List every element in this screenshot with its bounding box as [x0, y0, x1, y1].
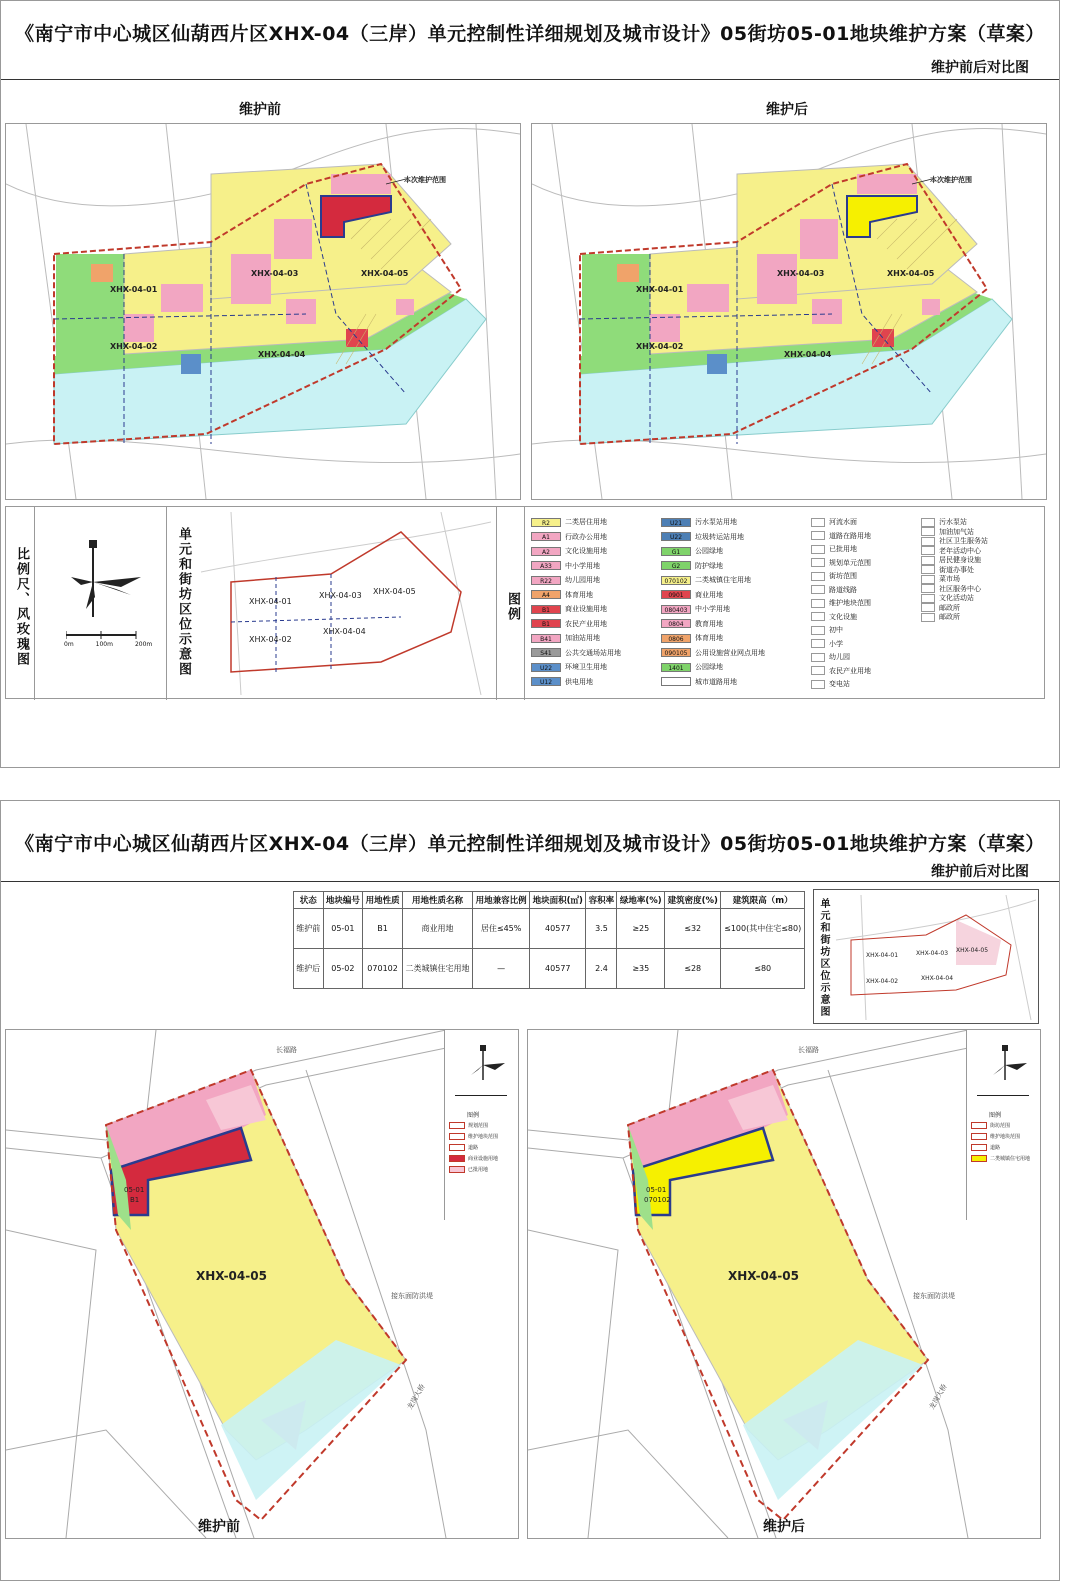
table-cell: — — [473, 949, 530, 989]
plot-code-after: 070102 — [644, 1196, 671, 1204]
label-xhx0405-after: XHX-04-05 — [887, 269, 935, 278]
label-xhx0405: XHX-04-05 — [361, 269, 409, 278]
legend-item: 社区卫生服务站 — [921, 536, 988, 546]
table-header-cell: 地块面积(㎡) — [530, 892, 586, 909]
detail-legend-after — [966, 1030, 1040, 1220]
legend-item: S41 公共交通场站用地 — [531, 648, 621, 658]
legend-item: 农民产业用地 — [811, 666, 871, 676]
legend-item: A33 中小学用地 — [531, 561, 600, 571]
legend-item: 居民健身设施 — [921, 555, 981, 565]
table-row — [294, 909, 805, 949]
legend-item: 初中 — [811, 625, 843, 635]
legend-item: 070102 二类城镇住宅用地 — [661, 575, 751, 585]
legend-title: 图例 — [505, 592, 520, 622]
legend-item: 街坊范围 — [811, 571, 857, 581]
comparison-sheet-1 — [0, 0, 1060, 768]
detail-map-before — [5, 1029, 519, 1539]
legend-item: 路道线路 — [811, 585, 857, 595]
legend-item: R2 二类居住用地 — [531, 517, 607, 527]
panel-label-after: 维护后 — [766, 102, 808, 118]
detail-legend-title-before: 图例 — [467, 1112, 480, 1119]
legend-item: U21 污水泵站用地 — [661, 517, 737, 527]
table-header-cell: 容积率 — [586, 892, 617, 909]
legend-item: 幼儿园 — [811, 652, 850, 662]
svg-text:XHX-04-04: XHX-04-04 — [921, 975, 954, 982]
table-header-cell: 用地性质名称 — [402, 892, 472, 909]
wind-rose-icon — [61, 537, 151, 627]
detail-map-after — [527, 1029, 1041, 1539]
table-cell: 05-01 — [323, 909, 363, 949]
scale-tick-2: 200m — [134, 641, 153, 648]
label-xhx0402-after: XHX-04-02 — [636, 342, 684, 351]
legend-item: G1 公园绿地 — [661, 546, 723, 556]
label-xhx0404: XHX-04-04 — [258, 350, 306, 359]
legend-item: A2 文化设施用地 — [531, 546, 607, 556]
legend-item: 道路在路用地 — [811, 531, 871, 541]
north-arrow-icon — [985, 1045, 1030, 1090]
plot-id-before: 05-01 — [124, 1186, 145, 1194]
svg-text:XHX-04-03: XHX-04-03 — [916, 950, 949, 957]
table-header-cell: 建筑限高（m） — [721, 892, 805, 909]
label-scope: 本次维护范围 — [404, 176, 446, 184]
legend-item: 菜市场 — [921, 574, 960, 584]
legend-item: 维护地块范围 — [811, 598, 871, 608]
svg-text:XHX-04-02: XHX-04-02 — [249, 635, 292, 644]
label-xhx0403-after: XHX-04-03 — [777, 269, 825, 278]
svg-text:XHX-04-03: XHX-04-03 — [319, 591, 362, 600]
table-cell: ≤100(其中住宅≤80) — [721, 909, 805, 949]
map-before — [5, 123, 521, 500]
sheet2-title: 《南宁市中心城区仙葫西片区XHX-04（三岸）单元控制性详细规划及城市设计》05街坊05-01地块维护方案（草案） — [15, 833, 1045, 855]
legend-item: 加油加气站 — [921, 527, 974, 537]
legend-item: 1401 公园绿地 — [661, 662, 723, 672]
table-header-cell: 状态 — [294, 892, 324, 909]
detail-legend-title-after: 图例 — [989, 1112, 1002, 1119]
svg-text:XHX-04-05: XHX-04-05 — [373, 587, 416, 596]
legend-item: 商业设施用地 — [449, 1155, 498, 1162]
legend-item: 规划单元范围 — [811, 558, 871, 568]
legend-item: 街道办事处 — [921, 565, 974, 575]
location-minimap — [201, 512, 491, 695]
table-cell: 05-02 — [323, 949, 363, 989]
legend-item: U22 垃圾转运站用地 — [661, 532, 744, 542]
label-scope-after: 本次维护范围 — [930, 176, 972, 184]
block-label-before: XHX-04-05 — [196, 1269, 267, 1283]
plot-indicator-table — [293, 891, 805, 989]
legend-item: G2 防护绿地 — [661, 561, 723, 571]
svg-text:XHX-04-01: XHX-04-01 — [249, 597, 292, 606]
scale-title: 比例尺、风玫瑰图 — [14, 547, 29, 667]
legend-item: B1 农民产业用地 — [531, 619, 607, 629]
table-cell: 居住≤45% — [473, 909, 530, 949]
plot-code-before: B1 — [130, 1196, 140, 1204]
plot-id-after: 05-01 — [646, 1186, 667, 1194]
legend-item: 规划范围 — [449, 1122, 498, 1129]
label-xhx0401: XHX-04-01 — [110, 285, 158, 294]
legend-item: 邮政所 — [921, 603, 960, 613]
road-north-after: 长福路 — [798, 1046, 819, 1054]
svg-text:XHX-04-01: XHX-04-01 — [866, 952, 899, 959]
table-cell: ≥25 — [617, 909, 665, 949]
road-east-before: 接东面防洪堤 — [391, 1292, 433, 1300]
bridge-after: 龙岗大桥 — [927, 1382, 949, 1411]
label-xhx0404-after: XHX-04-04 — [784, 350, 832, 359]
bottom-label-before: 维护前 — [198, 1519, 240, 1535]
map-after — [531, 123, 1047, 500]
legend-item: 维护地块范围 — [971, 1133, 1030, 1140]
sheet2-location-title: 单元和街坊区位示意图 — [818, 898, 829, 1018]
svg-text:XHX-04-02: XHX-04-02 — [866, 978, 899, 985]
location-title: 单元和街坊区位示意图 — [176, 527, 191, 677]
legend-item: 社区服务中心 — [921, 584, 981, 594]
legend-item: 已批用地 — [811, 544, 857, 554]
north-arrow-icon — [463, 1045, 508, 1090]
table-cell: 2.4 — [586, 949, 617, 989]
legend-item: B1 商业设施用地 — [531, 604, 607, 614]
sheet2-subtitle: 维护前后对比图 — [931, 864, 1029, 880]
table-cell: 二类城镇住宅用地 — [402, 949, 472, 989]
comparison-sheet-2 — [0, 800, 1060, 1581]
bridge-before: 龙岗大桥 — [405, 1382, 427, 1411]
legend-item: U22 环境卫生用地 — [531, 662, 607, 672]
legend-item: R22 幼儿园用地 — [531, 575, 600, 585]
svg-text:XHX-04-05: XHX-04-05 — [956, 947, 989, 954]
table-cell: 3.5 — [586, 909, 617, 949]
legend-item: 街坊范围 — [971, 1122, 1030, 1129]
sheet-subtitle: 维护前后对比图 — [931, 60, 1029, 76]
legend-item: 河流水面 — [811, 517, 857, 527]
legend-item: 0804 教育用地 — [661, 619, 723, 629]
table-cell: 070102 — [363, 949, 403, 989]
table-header-cell: 建筑密度(%) — [665, 892, 721, 909]
label-xhx0403: XHX-04-03 — [251, 269, 299, 278]
sheet2-location-minimap — [836, 895, 1036, 1020]
legend — [531, 517, 1041, 697]
table-cell: 商业用地 — [402, 909, 472, 949]
legend-item: 小学 — [811, 639, 843, 649]
table-cell: 40577 — [530, 949, 586, 989]
legend-item: 道路 — [971, 1144, 1030, 1151]
table-header-cell: 用地兼容比例 — [473, 892, 530, 909]
legend-item: 道路 — [449, 1144, 498, 1151]
legend-item: 0901 商业用地 — [661, 590, 723, 600]
legend-item: 老年活动中心 — [921, 546, 981, 556]
legend-item: 已批用地 — [449, 1166, 498, 1173]
table-cell: B1 — [363, 909, 403, 949]
sheet2-location-box — [813, 889, 1039, 1024]
table-header-cell: 用地性质 — [363, 892, 403, 909]
legend-item: 二类城镇住宅用地 — [971, 1155, 1030, 1162]
info-strip — [5, 506, 1045, 699]
legend-item: 变电站 — [811, 679, 850, 689]
bottom-label-after: 维护后 — [763, 1519, 805, 1535]
legend-item: 文化设施 — [811, 612, 857, 622]
road-east-after: 接东面防洪堤 — [913, 1292, 955, 1300]
table-header-cell: 绿地率(%) — [617, 892, 665, 909]
table-cell: ≤28 — [665, 949, 721, 989]
table-cell: ≤80 — [721, 949, 805, 989]
table-header-cell: 地块编号 — [323, 892, 363, 909]
sheet-title: 《南宁市中心城区仙葫西片区XHX-04（三岸）单元控制性详细规划及城市设计》05街坊05-01地块维护方案（草案） — [15, 23, 1045, 45]
legend-item: 文化活动站 — [921, 593, 974, 603]
legend-item: A1 行政办公用地 — [531, 532, 607, 542]
scale-tick-0: 0m — [64, 641, 74, 648]
table-cell: 维护前 — [294, 909, 324, 949]
table-cell: ≥35 — [617, 949, 665, 989]
legend-item: 邮政所 — [921, 612, 960, 622]
table-cell: 维护后 — [294, 949, 324, 989]
legend-item: 090105 公用设施营业网点用地 — [661, 648, 765, 658]
scale-tick-1: 100m — [95, 641, 113, 648]
block-label-after: XHX-04-05 — [728, 1269, 799, 1283]
legend-item: 城市道路用地 — [661, 677, 737, 687]
legend-item: 污水泵站 — [921, 517, 967, 527]
panel-label-before: 维护前 — [239, 102, 281, 118]
legend-item: 080403 中小学用地 — [661, 604, 730, 614]
label-xhx0401-after: XHX-04-01 — [636, 285, 684, 294]
legend-item: A4 体育用地 — [531, 590, 593, 600]
legend-item: B41 加油站用地 — [531, 633, 600, 643]
label-xhx0402: XHX-04-02 — [110, 342, 158, 351]
table-cell: ≤32 — [665, 909, 721, 949]
legend-item: 0806 体育用地 — [661, 633, 723, 643]
svg-text:XHX-04-04: XHX-04-04 — [323, 627, 366, 636]
legend-item: U12 供电用地 — [531, 677, 593, 687]
detail-legend-before — [444, 1030, 518, 1220]
legend-item: 维护地块范围 — [449, 1133, 498, 1140]
table-cell: 40577 — [530, 909, 586, 949]
road-north-before: 长福路 — [276, 1046, 297, 1054]
table-row — [294, 949, 805, 989]
